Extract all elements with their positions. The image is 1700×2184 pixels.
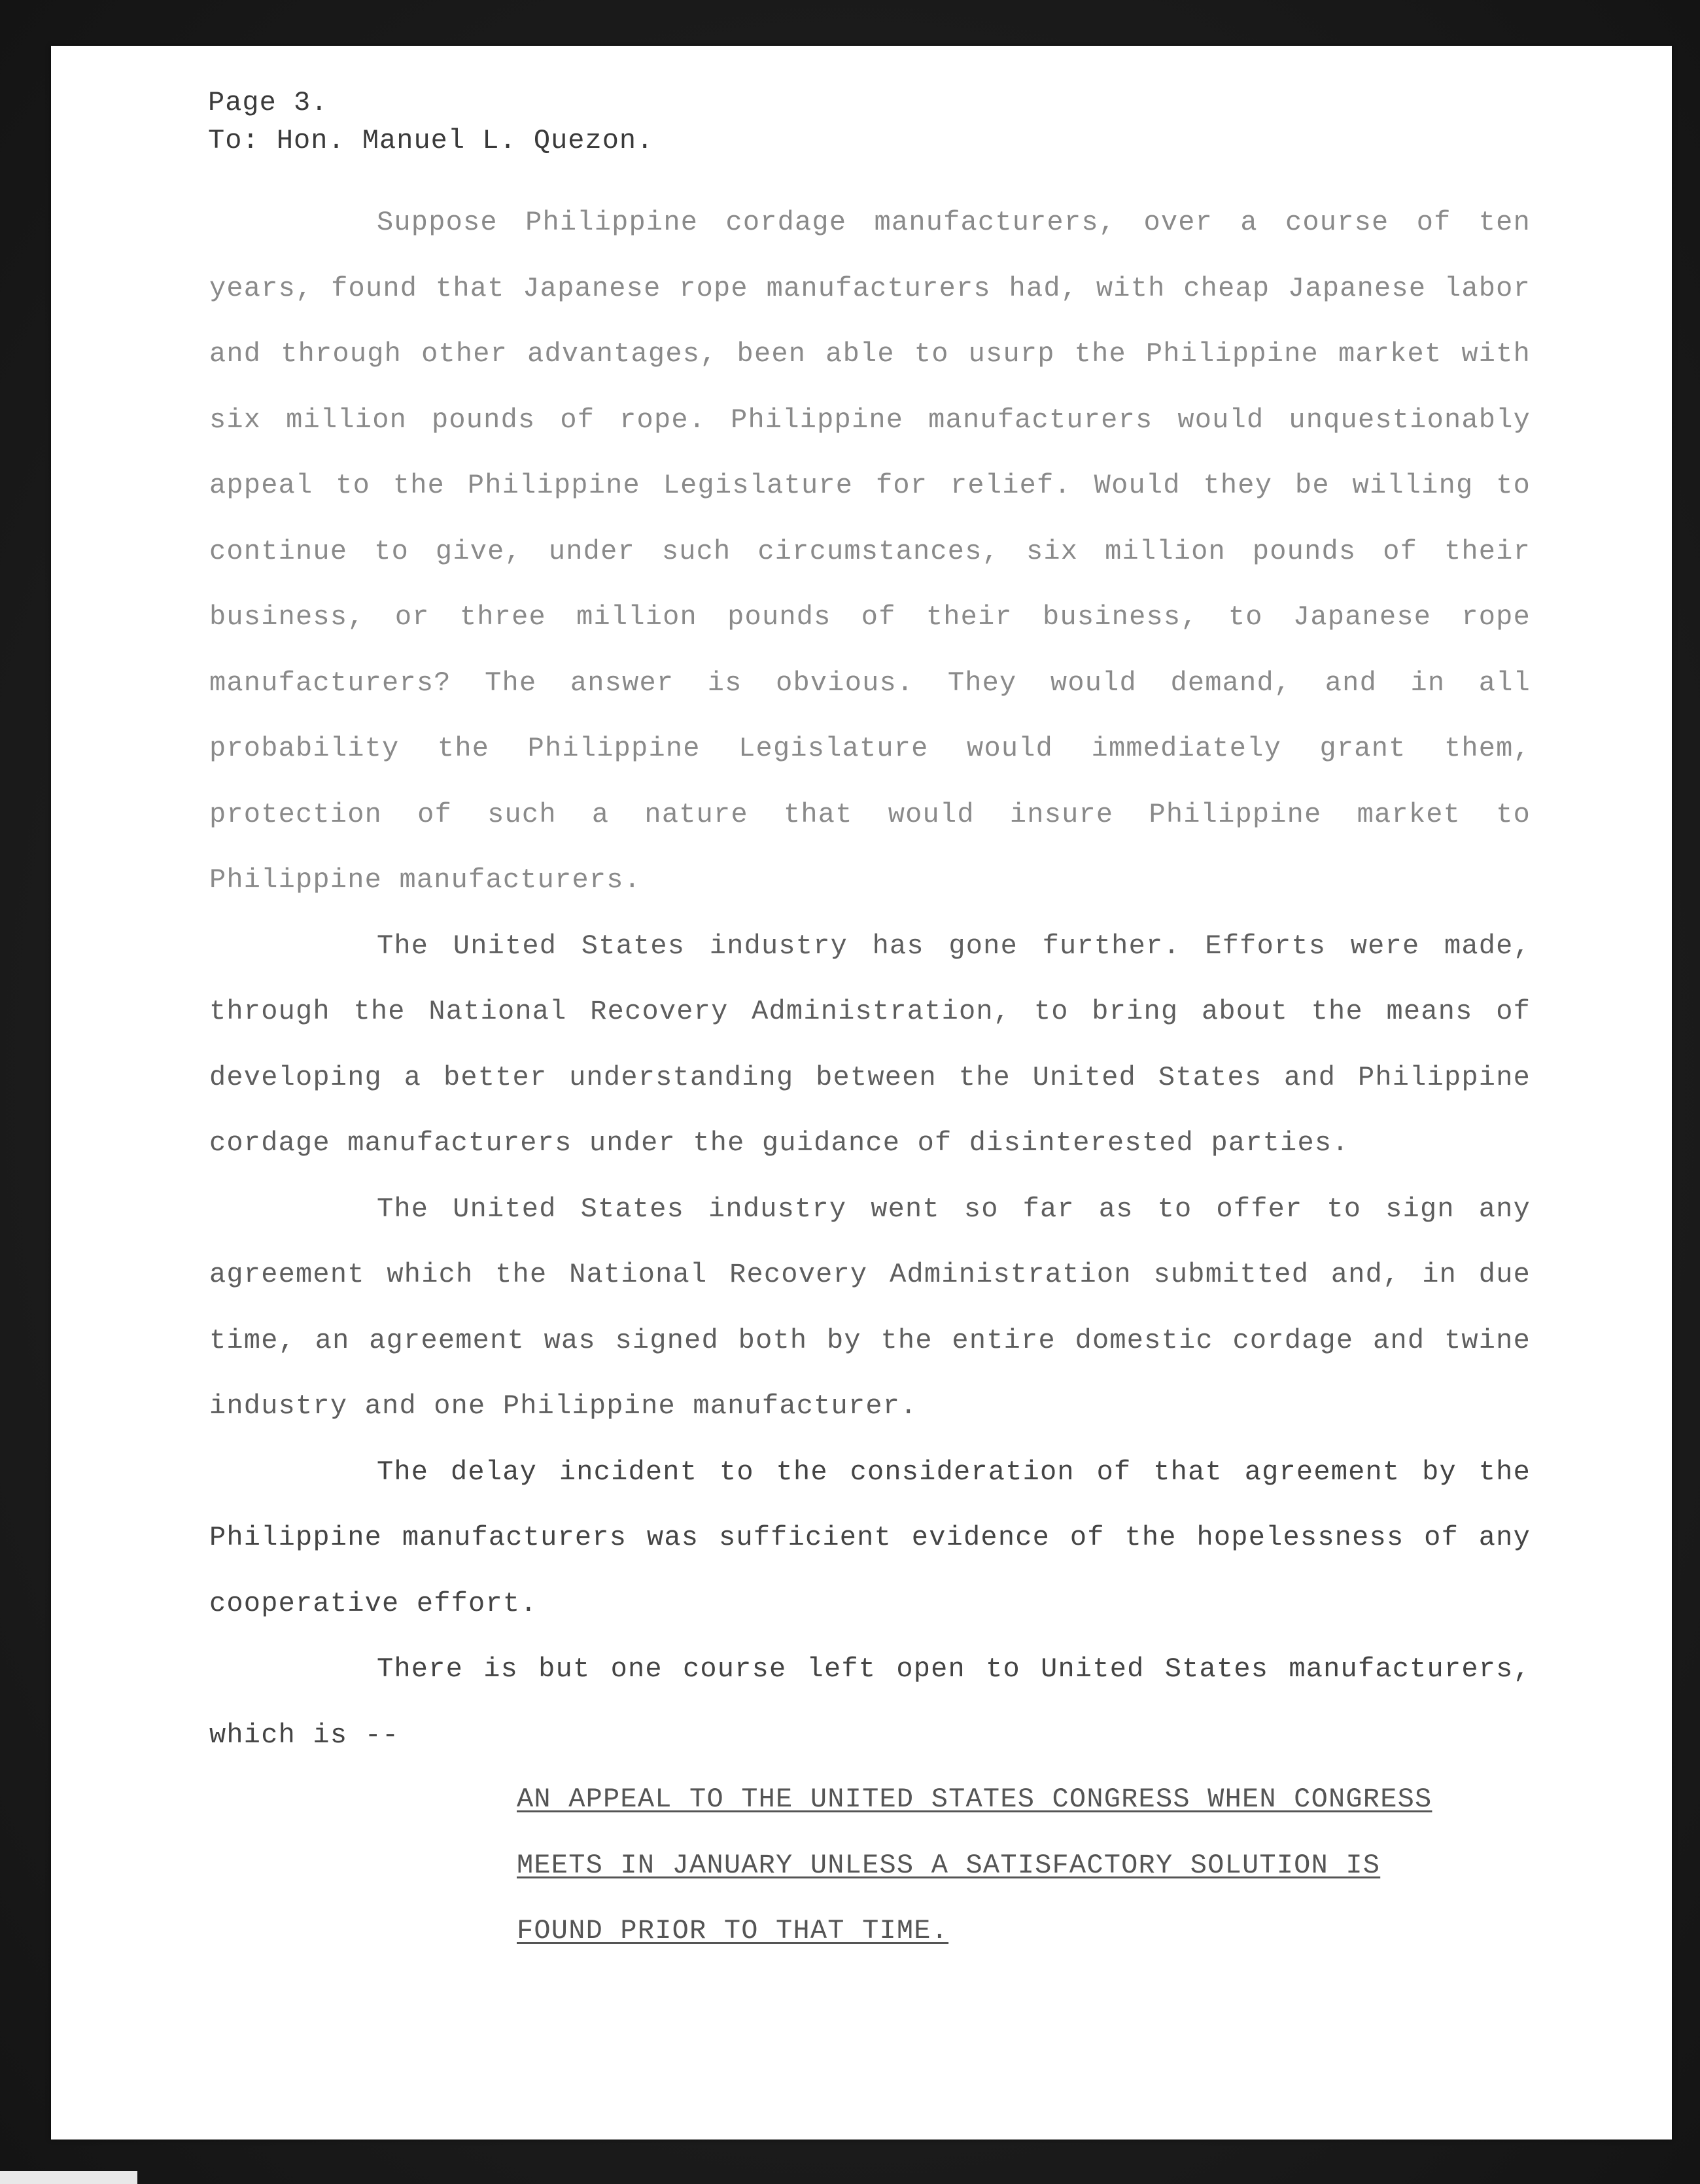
paragraph-one-course: There is but one course left open to United States manufacturers, which is --	[209, 1653, 1531, 1751]
paragraph-nra-efforts: The United States industry has gone further. Efforts were made, through the National Recovery Administration, to bring about the means of developing a better understanding between the United States and Philippine cordage manufacturers under the guidance of disinterested parties.	[209, 930, 1531, 1159]
closing-statement	[517, 1767, 1446, 1964]
paragraph-delay: The delay incident to the consideration of that agreement by the Philippine manufacturers was sufficient evidence of the hopelessness of any cooperative effort.	[209, 1456, 1531, 1619]
paragraph-japanese-rope: Suppose Philippine cordage manufacturers, over a course of ten years, found that Japanese rope manufacturers had, with cheap Japanese labor and through other advantages, been able to usurp the Philippine market with six million pounds of rope. Philippine manufacturers would unquestionably appeal to the Philippine Legislature for relief. Would they be willing to continue to give, under such circumstances, six million pounds of their business, or three million pounds of their business, to Japanese rope manufacturers? The answer is obvious. They would demand, and in all probability the Philippine Legislature would immediately grant them, protection of such a nature that would insure Philippine market to Philippine manufacturers.	[209, 207, 1531, 896]
closing-statement-text: AN APPEAL TO THE UNITED STATES CONGRESS WHEN CONGRESS MEETS IN JANUARY UNLESS A SATISFACTORY SOLUTION IS FOUND PRIOR TO THAT TIME.	[517, 1784, 1432, 1946]
film-edge-tab	[0, 2171, 137, 2184]
page-label: Page 3.	[208, 87, 328, 118]
recipient-line: To: Hon. Manuel L. Quezon.	[208, 125, 654, 156]
paragraph-agreement-signed: The United States industry went so far as to offer to sign any agreement which the National Recovery Administration submitted and, in due time, an agreement was signed both by the entire domestic cordage and twine industry and one Philippine manufacturer.	[209, 1193, 1531, 1422]
letter-header	[208, 84, 653, 160]
letter-body	[209, 190, 1531, 1768]
